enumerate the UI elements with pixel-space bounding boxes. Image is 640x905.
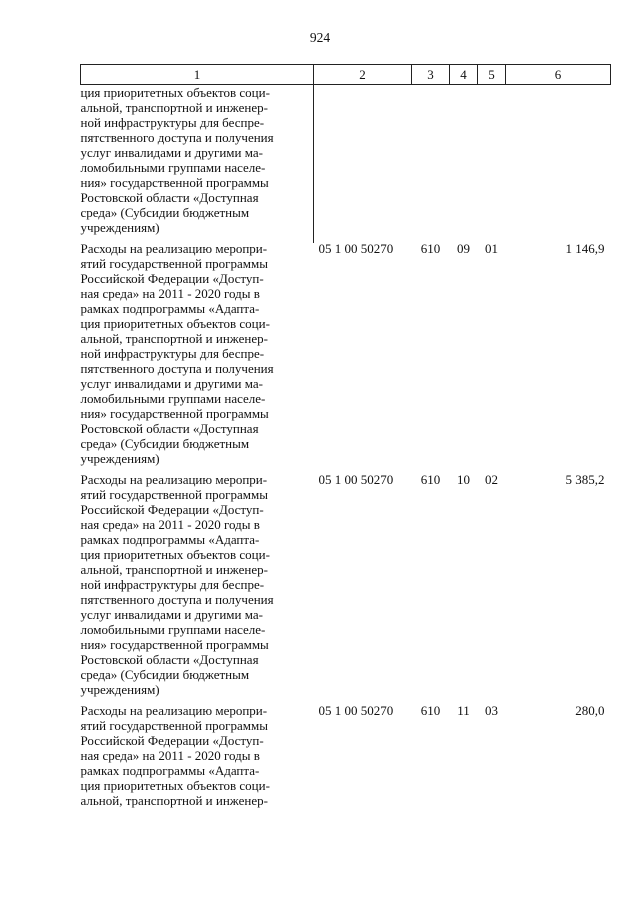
row-amount: 1 146,9 (565, 241, 605, 256)
row-amount: 5 385,2 (565, 472, 605, 487)
row-expense-type: 610 (420, 703, 441, 718)
header-col-1: 1 (81, 65, 314, 85)
row-target-code: 05 1 00 50270 (318, 472, 394, 487)
row-target-code (314, 85, 412, 236)
row-description: ция приоритетных объектов соци- альной, транспортной и инженер- ной инфраструктуры для беспре- пятственного доступа и получения услуг инвалидами и другими ма- ломобильными группами населе- ния» государственной программы Ростовской области «Доступная среда» (Субсидии бюджетным учреждениям) (80, 85, 274, 235)
row-subsection: 02 (485, 472, 498, 487)
row-section (450, 85, 478, 236)
row-subsection: 01 (485, 241, 498, 256)
header-col-3: 3 (412, 65, 450, 85)
table-row (81, 85, 611, 236)
row-expense-type: 610 (420, 241, 441, 256)
table-row (81, 472, 611, 697)
row-target-code: 05 1 00 50270 (318, 241, 394, 256)
row-section: 09 (457, 241, 470, 256)
row-description: Расходы на реализацию меропри- ятий государственной программы Российской Федерации «Доступ- ная среда» на 2011 - 2020 годы в рамках подпрограммы «Адапта- ция приоритетных объектов соци- альной, транспортной и инженер- ной инфраструктуры для беспре- пятственного доступа и получения услуг инвалидами и другими ма- ломобильными группами населе- ния» государственной программы Ростовской области «Доступная среда» (Субсидии бюджетным учреждениям) (80, 241, 274, 466)
header-row (81, 65, 611, 85)
row-description: Расходы на реализацию меропри- ятий государственной программы Российской Федерации «Доступ- ная среда» на 2011 - 2020 годы в рамках подпрограммы «Адапта- ция приоритетных объектов соци- альной, транспортной и инженер- ной инфраструктуры для беспре- пятственного доступа и получения услуг инвалидами и другими ма- ломобильными группами населе- ния» государственной программы Ростовской области «Доступная среда» (Субсидии бюджетным учреждениям) (80, 472, 274, 697)
row-subsection: 03 (485, 703, 498, 718)
header-col-4: 4 (450, 65, 478, 85)
header-col-6: 6 (506, 65, 611, 85)
column-divider-line (313, 83, 314, 243)
page-number: 924 (309, 30, 331, 45)
row-expense-type: 610 (420, 472, 441, 487)
row-target-code: 05 1 00 50270 (318, 703, 394, 718)
row-section: 10 (457, 472, 470, 487)
header-col-2: 2 (314, 65, 412, 85)
row-section: 11 (457, 703, 470, 718)
header-col-5: 5 (478, 65, 506, 85)
row-expense-type (412, 85, 450, 236)
row-description: Расходы на реализацию меропри- ятий государственной программы Российской Федерации «Доступ- ная среда» на 2011 - 2020 годы в рамках подпрограммы «Адапта- ция приоритетных объектов соци- альной, транспортной и инженер- (80, 703, 270, 808)
row-amount (506, 85, 611, 236)
table-header (81, 65, 611, 85)
row-amount: 280,0 (575, 703, 605, 718)
table-row (81, 241, 611, 466)
budget-table (80, 64, 611, 808)
table-body (81, 85, 611, 809)
row-subsection (478, 85, 506, 236)
table-row (81, 703, 611, 808)
